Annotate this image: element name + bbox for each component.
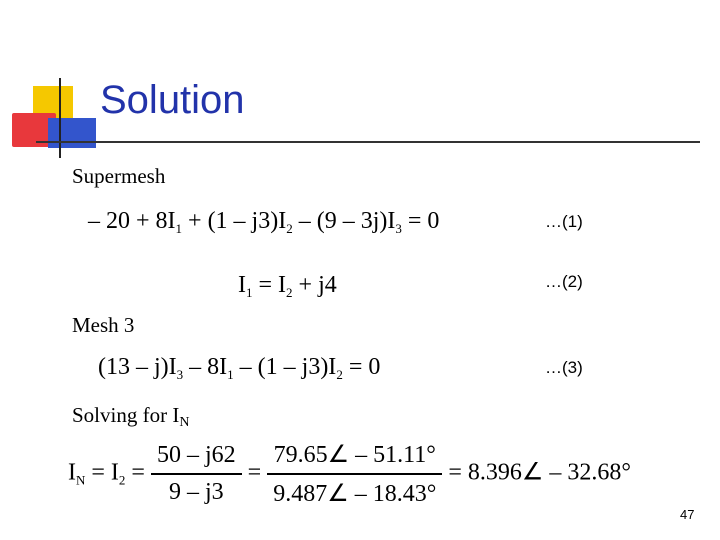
page-number: 47 — [680, 507, 695, 522]
solving-label — [72, 403, 189, 431]
eq4-lhs2: = I — [85, 459, 119, 486]
eq1-term1: – 20 + 8I — [88, 208, 176, 234]
eq2-term1: I — [238, 272, 246, 298]
eq3-term4: = 0 — [342, 354, 381, 380]
title-underline — [36, 141, 700, 143]
eq4-equals-1: = — [125, 459, 151, 486]
eq4-fraction-2-denominator: 9.487∠ – 18.43° — [273, 481, 437, 507]
eq2-reference: …(2) — [545, 272, 583, 291]
eq4-fraction-1-denominator: 9 – j3 — [168, 479, 224, 505]
eq1-sub3: 3 — [395, 221, 402, 236]
eq4-lhs2-sub: 2 — [118, 472, 126, 488]
eq3-sub3: 2 — [336, 367, 343, 382]
slide-title: Solution — [100, 78, 245, 122]
supermesh-label: Supermesh — [72, 164, 166, 188]
solving-label-text: Solving for I — [72, 403, 180, 427]
equation-1 — [88, 208, 439, 237]
eq3-sub2: 1 — [227, 367, 234, 382]
solving-label-sub: N — [179, 415, 190, 430]
eq4-result: = 8.396∠ – 32.68° — [442, 459, 631, 486]
eq3-term3: – (1 – j3)I — [233, 354, 337, 380]
equation-3 — [98, 354, 380, 383]
eq3-reference: …(3) — [545, 358, 583, 377]
eq4-lhs1: I — [68, 459, 76, 486]
logo-blue-square — [48, 118, 96, 148]
eq4-fraction-1-numerator: 50 – j62 — [151, 442, 242, 475]
eq3-term2: – 8I — [183, 354, 228, 380]
eq1-term4: = 0 — [401, 208, 440, 234]
eq1-term2: + (1 – j3)I — [182, 208, 287, 234]
mesh3-label: Mesh 3 — [72, 313, 135, 337]
eq2-term2: = I — [252, 272, 287, 298]
eq1-sub1: 1 — [175, 221, 183, 236]
logo-vertical-line — [59, 78, 61, 158]
eq4-fraction-2-numerator: 79.65∠ – 51.11° — [267, 440, 442, 475]
eq4-lhs1-sub: N — [76, 472, 86, 488]
equation-2 — [238, 272, 337, 301]
eq1-reference: …(1) — [545, 212, 583, 231]
eq1-sub2: 2 — [286, 221, 293, 236]
equation-4 — [68, 440, 631, 508]
eq4-fraction-2 — [267, 440, 442, 508]
eq1-term3: – (9 – 3j)I — [292, 208, 396, 234]
eq2-term3: + j4 — [292, 272, 337, 298]
eq4-equals-2: = — [241, 459, 268, 486]
eq4-fraction-1 — [151, 442, 242, 506]
eq2-sub2: 2 — [286, 285, 293, 300]
eq2-sub1: 1 — [246, 285, 253, 300]
eq3-term1: (13 – j)I — [98, 354, 177, 380]
eq3-sub1: 3 — [176, 367, 184, 382]
